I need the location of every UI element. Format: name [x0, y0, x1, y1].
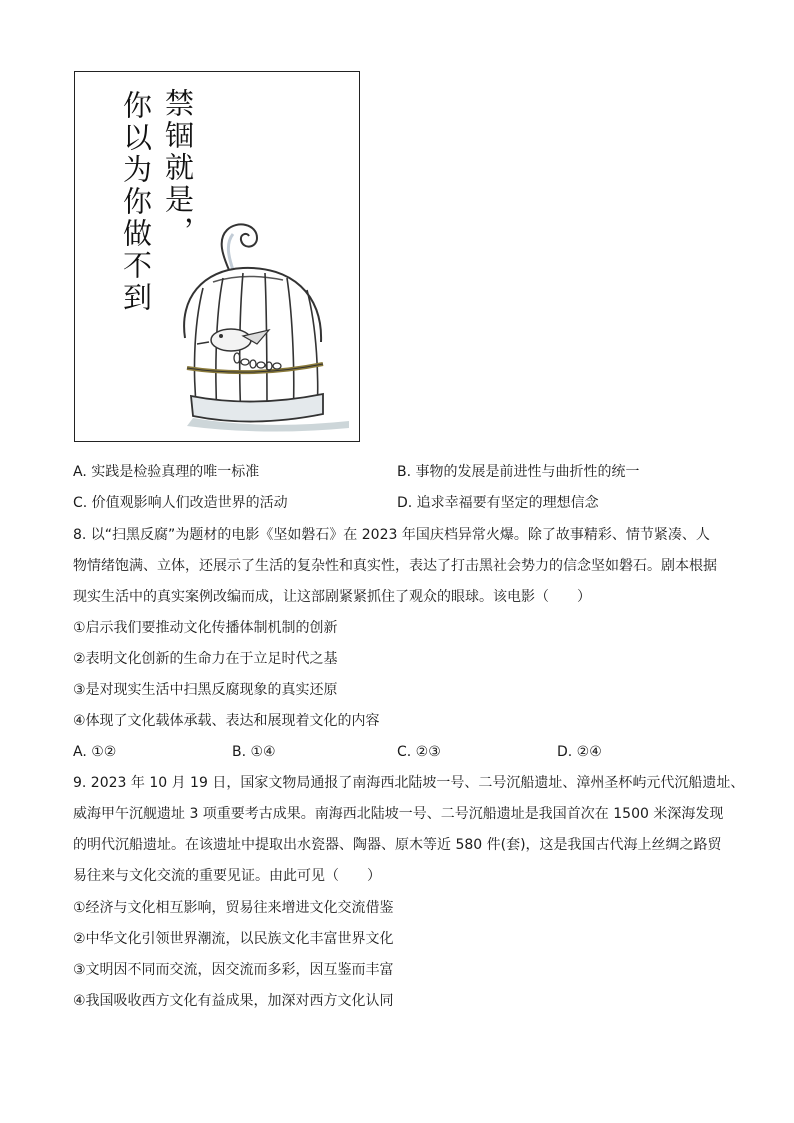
q8-option-d: D. ②④	[557, 744, 602, 760]
birdcage-illustration	[173, 218, 351, 438]
q9-stem-line: 易往来与文化交流的重要见证。由此可见（ ）	[73, 868, 381, 884]
q8-option-a: A. ①②	[73, 744, 117, 760]
q8-stem-line: 物情绪饱满、立体，还展示了生活的复杂性和真实性，表达了打击黑社会势力的信念坚如磐石。剧本根据	[73, 558, 717, 574]
q9-statement: ①经济与文化相互影响，贸易往来增进文化交流借鉴	[73, 900, 394, 916]
q7-option-c: C. 价值观影响人们改造世界的活动	[73, 495, 288, 511]
q8-option-b: B. ①④	[232, 744, 276, 760]
q7-option-d: D. 追求幸福要有坚定的理想信念	[397, 495, 599, 511]
q8-statement: ②表明文化创新的生命力在于立足时代之基	[73, 651, 338, 667]
q9-stem-line: 威海甲午沉舰遗址 3 项重要考古成果。南海西北陆坡一号、二号沉船遗址是我国首次在 1500 米深海发现	[73, 806, 724, 822]
cartoon-figure	[74, 71, 360, 442]
q9-statement: ③文明因不同而交流，因交流而多彩，因互鉴而丰富	[73, 962, 394, 978]
cartoon-caption-left: 你以为你做不到	[119, 90, 153, 314]
q8-statement: ④体现了文化载体承载、表达和展现着文化的内容	[73, 713, 380, 729]
q8-statement: ③是对现实生活中扫黑反腐现象的真实还原	[73, 682, 338, 698]
q8-stem-line: 8. 以“扫黑反腐”为题材的电影《坚如磐石》在 2023 年国庆档异常火爆。除了故事精彩、情节紧凑、人	[73, 527, 710, 543]
q9-statement: ②中华文化引领世界潮流，以民族文化丰富世界文化	[73, 931, 394, 947]
q7-option-a: A. 实践是检验真理的唯一标准	[73, 464, 260, 480]
q7-option-b: B. 事物的发展是前进性与曲折性的统一	[397, 464, 640, 480]
q8-option-c: C. ②③	[397, 744, 441, 760]
q8-statement: ①启示我们要推动文化传播体制机制的创新	[73, 620, 338, 636]
cartoon-caption-right: 禁锢就是，	[161, 88, 195, 248]
q9-stem-line: 的明代沉船遗址。在该遗址中提取出水瓷器、陶器、原木等近 580 件(套)，这是我国古代海上丝绸之路贸	[73, 837, 722, 853]
q8-stem-line: 现实生活中的真实案例改编而成，让这部剧紧紧抓住了观众的眼球。该电影（ ）	[73, 589, 591, 605]
q9-statement: ④我国吸收西方文化有益成果，加深对西方文化认同	[73, 993, 394, 1009]
q9-stem-line: 9. 2023 年 10 月 19 日，国家文物局通报了南海西北陆坡一号、二号沉船遗址、漳州圣杯屿元代沉船遗址、	[73, 775, 745, 791]
